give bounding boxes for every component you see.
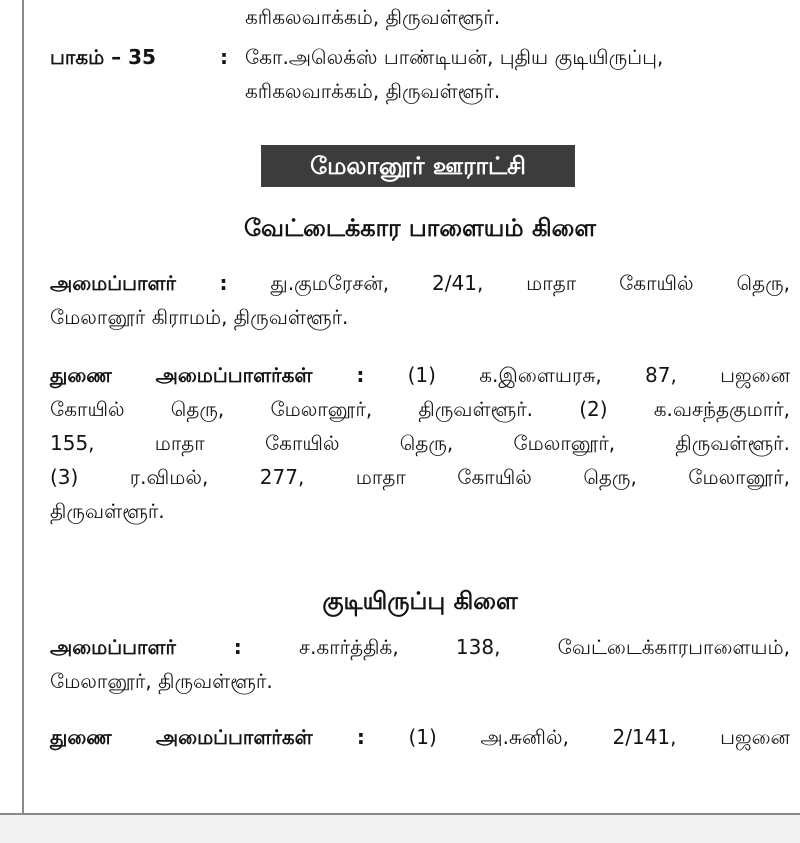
part-address-line-1: கோ.அலெக்ஸ் பாண்டியன், புதிய குடியிருப்பு, xyxy=(245,45,664,69)
branch-1-deputies-line-1 xyxy=(50,358,790,392)
page-bottom-margin xyxy=(0,815,800,843)
branch-2-organizer-line-1 xyxy=(50,630,790,664)
part-address-line-2: கரிகலவாக்கம், திருவள்ளூர். xyxy=(245,79,501,103)
organizer-text: ச.கார்த்திக், 138, வேட்டைக்காரபாளையம், xyxy=(299,635,791,659)
branch-1-deputies-line-3: 155, மாதா கோயில் தெரு, மேலானூர், திருவள்ளூர். xyxy=(50,431,790,455)
deputy-label: துணை அமைப்பாளர்கள் : xyxy=(50,725,365,749)
organizer-text: து.குமரேசன், 2/41, மாதா கோயில் தெரு, xyxy=(270,271,791,295)
branch-1-deputies-line-5: திருவள்ளூர். xyxy=(50,499,165,523)
organizer-label: அமைப்பாளர் : xyxy=(50,271,228,295)
organizer-label: அமைப்பாளர் : xyxy=(50,635,242,659)
branch-2-deputies xyxy=(50,720,790,754)
deputy-text: (1) க.இளையரசு, 87, பஜனை xyxy=(407,363,790,387)
branch-2-title: குடியிருப்பு கிளை xyxy=(322,587,518,615)
branch-1-deputies-line-4: (3) ர.விமல், 277, மாதா கோயில் தெரு, மேலானூர், xyxy=(50,465,790,489)
branch-1-deputies xyxy=(50,358,790,528)
top-address-line: கரிகலவாக்கம், திருவள்ளூர். xyxy=(245,5,501,29)
branch-1-organizer-line-1 xyxy=(50,266,790,300)
deputy-label: துணை அமைப்பாளர்கள் : xyxy=(50,363,365,387)
branch-1-organizer xyxy=(50,266,790,334)
part-address xyxy=(245,40,663,108)
branch-2-organizer xyxy=(50,630,790,698)
branch-1-deputies-line-2: கோயில் தெரு, மேலானூர், திருவள்ளூர். (2) க.வசந்தகுமார், xyxy=(50,397,790,421)
deputy-text: (1) அ.சுனில், 2/141, பஜனை xyxy=(408,725,790,749)
page-left-border xyxy=(22,0,24,814)
branch-2-organizer-line-2: மேலானூர், திருவள்ளூர். xyxy=(50,669,273,693)
part-separator: : xyxy=(220,45,228,69)
document-page xyxy=(50,0,790,810)
part-label: பாகம் – 35 xyxy=(50,45,156,69)
branch-1-title: வேட்டைக்கார பாளையம் கிளை xyxy=(244,214,596,242)
branch-1-organizer-line-2: மேலானூர் கிராமம், திருவள்ளூர். xyxy=(50,305,349,329)
branch-2-deputies-line-1 xyxy=(50,720,790,754)
panchayat-banner: மேலானூர் ஊராட்சி xyxy=(261,145,575,187)
